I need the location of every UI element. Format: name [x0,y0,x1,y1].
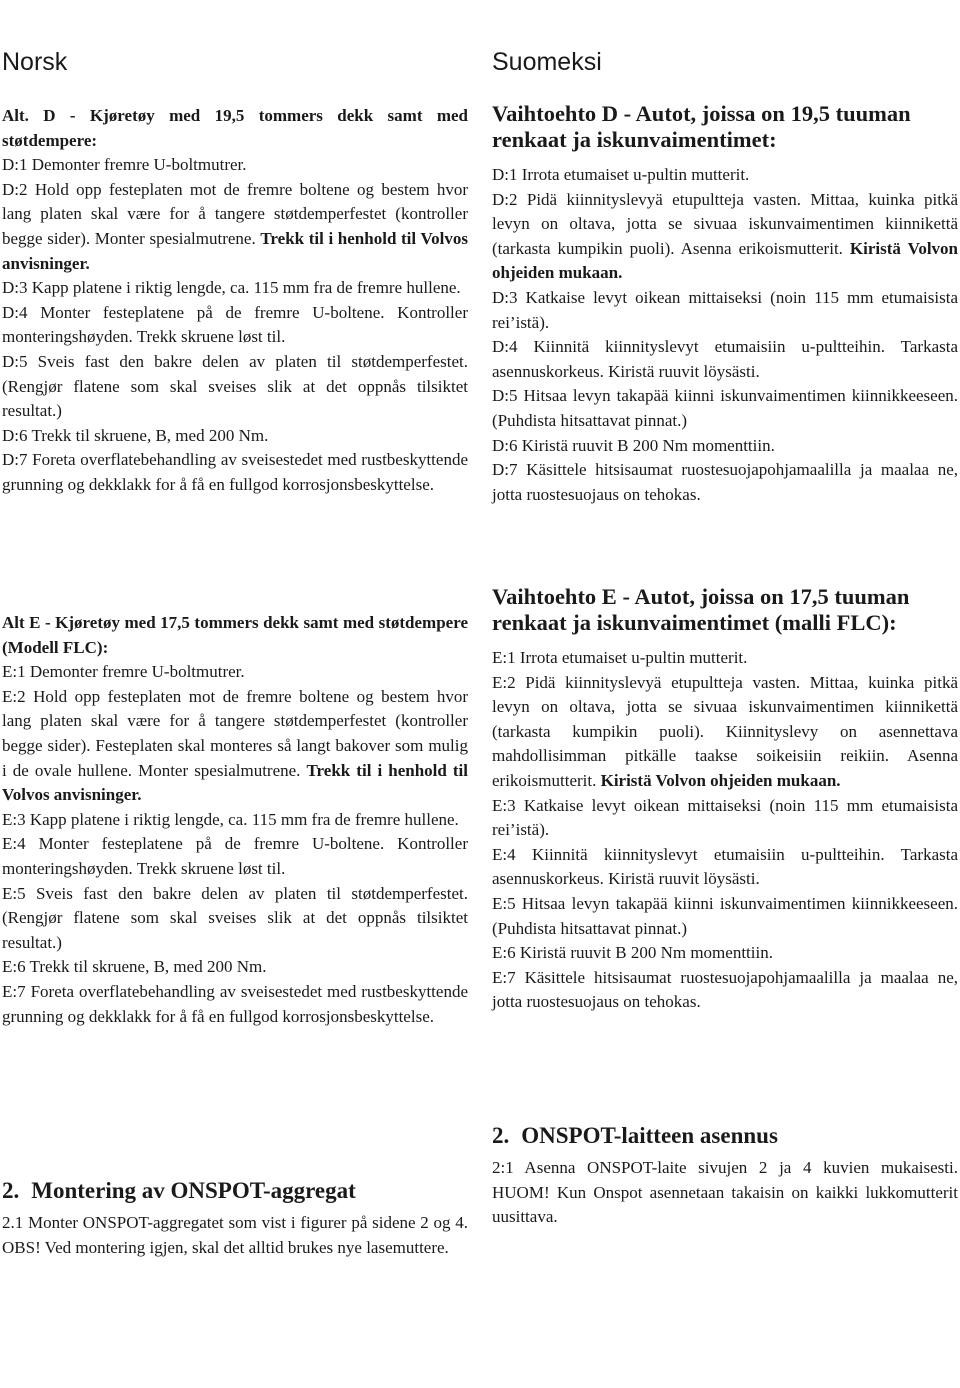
suomeksi-alt-d-heading: Vaihtoehto D - Autot, joissa on 19,5 tuuman renkaat ja iskunvaimentimet: [492,101,911,152]
norsk-step-d2-text: D:2 Hold opp festeplaten mot de fremre boltene og bestem hvor lang platen skal være for å tangere støtdemperfestet (kontroller begge sider). Monter spesialmutrene. [2,179,468,248]
suomeksi-step-d2-bold: Kiristä Volvon ohjeiden mukaan. [492,238,958,283]
suomeksi-section-2-text: 2:1 Asenna ONSPOT-laite sivujen 2 ja 4 kuvien mukaisesti. HUOM! Kun Onspot asennetaan takaisin on kaikki lukkomutterit uusittava. [492,1158,958,1227]
norsk-step-d2-bold: Trekk til i henhold til Volvos anvisninger. [2,228,469,273]
norsk-step-d3: D:3 Kapp platene i riktig lengde, ca. 115 mm fra de fremre hullene. [2,278,461,298]
norsk-step-e7: E:7 Foreta overflatebehandling av sveisestedet med rustbeskyttende grunning og dekklakk for å få en fullgod korrosjonsbeskyttelse. [2,981,468,1026]
suomeksi-step-e2-bold: Kiristä Volvon ohjeiden mukaan. [600,770,841,790]
suomeksi-title: Suomeksi [492,48,602,76]
suomeksi-alt-e-section [492,584,958,1015]
suomeksi-section-2 [492,1122,958,1230]
suomeksi-step-e2-text: E:2 Pidä kiinnityslevyä etupultteja vasten. Mittaa, kuinka pitkä levyn on oltava, jotta se sivuaa iskunvaimentimen kiinnikettä (tarkasta kumpikin puoli). Kiinnityslevy on asennettava mahdollisimman pitkälle taakse soikeisiin reikiin. Asenna erikoismutterit. [492,672,958,790]
norsk-step-e5: E:5 Sveis fast den bakre delen av platen til støtdemperfestet. (Rengjør flatene som skal sveises slik at det oppnås tilsiktet resultat.) [2,883,468,952]
norsk-section-2-text: 2.1 Monter ONSPOT-aggregatet som vist i figurer på sidene 2 og 4. OBS! Ved montering igjen, skal det alltid brukes nye lasemuttere. [2,1213,468,1257]
suomeksi-step-d2 [492,188,958,286]
suomeksi-step-d4: D:4 Kiinnitä kiinnityslevyt etumaisiin u-pultteihin. Tarkasta asennuskorkeus. Kiristä ruuvit löysästi. [492,337,958,381]
norsk-step-d1: D:1 Demonter fremre U-boltmutrer. [2,155,247,175]
suomeksi-step-e6: E:6 Kiristä ruuvit B 200 Nm momenttiin. [492,943,773,963]
norsk-step-e2-text: E:2 Hold opp festeplaten mot de fremre boltene og bestem hvor lang platen skal være for å tangere støtdemperfestet (kontroller begge sider). Festeplaten skal monteres så langt bakover som mulig i de ovale hullene. Monter spesialmutrene. [2,686,468,780]
norsk-alt-e-heading: Alt E - Kjøretøy med 17,5 tommers dekk samt med støtdempere (Modell FLC): [2,613,468,657]
suomeksi-step-e4: E:4 Kiinnitä kiinnityslevyt etumaisiin u-pultteihin. Tarkasta asennuskorkeus. Kiristä ruuvit löysästi. [492,844,958,889]
norsk-section-2 [2,1177,468,1260]
suomeksi-alt-e-heading: Vaihtoehto E - Autot, joissa on 17,5 tuuman renkaat ja iskunvaimentimet (malli FLC): [492,584,910,635]
suomeksi-step-d5: D:5 Hitsaa levyn takapää kiinni iskunvaimentimen kiinnikkeeseen. (Puhdista hitsattavat pinnat.) [492,386,958,430]
suomeksi-step-d3: D:3 Katkaise levyt oikean mittaiseksi (noin 115 mm etumaisista rei’istä). [492,287,958,332]
suomeksi-alt-d-section [492,101,958,507]
norsk-step-e2-bold: Trekk til i henhold til Volvos anvisninger. [2,760,469,805]
norsk-section-2-heading [2,1177,468,1205]
suomeksi-step-d7: D:7 Käsittele hitsisaumat ruostesuojapohjamaalilla ja maalaa ne, jotta ruostesuojaus on tehokas. [492,460,958,504]
suomeksi-step-e7: E:7 Käsittele hitsisaumat ruostesuojapohjamaalilla ja maalaa ne, jotta ruostesuojaus on tehokas. [492,967,958,1012]
suomeksi-step-d6: D:6 Kiristä ruuvit B 200 Nm momenttiin. [492,435,775,455]
suomeksi-section-2-heading [492,1122,958,1150]
norsk-alt-d-heading: Alt. D - Kjøretøy med 19,5 tommers dekk samt med støtdempere: [2,106,468,150]
norsk-step-e4: E:4 Monter festeplatene på de fremre U-boltene. Kontroller monteringshøyden. Trekk skruene løst til. [2,834,468,878]
norsk-step-d7: D:7 Foreta overflatebehandling av sveisestedet med rustbeskyttende grunning og dekklakk for å få en fullgod korrosjonsbeskyttelse. [2,450,468,494]
norsk-title: Norsk [2,48,68,76]
norsk-section-2-number: 2. [2,1178,20,1203]
norsk-alt-e-section [2,611,468,1029]
suomeksi-step-d1: D:1 Irrota etumaiset u-pultin mutterit. [492,165,750,184]
norsk-step-e3: E:3 Kapp platene i riktig lengde, ca. 115 mm fra de fremre hullene. [2,809,459,829]
norsk-step-e6: E:6 Trekk til skruene, B, med 200 Nm. [2,957,267,977]
norsk-alt-d-section [2,104,468,498]
suomeksi-section-2-title: ONSPOT-laitteen asennus [521,1123,778,1148]
suomeksi-step-d2-text: D:2 Pidä kiinnityslevyä etupultteja vasten. Mittaa, kuinka pitkä levyn on oltava, jotta se sivuaa iskunvaimentimen kiinnikettä (tarkasta kumpikin puoli). Asenna erikoismutterit. [492,189,958,258]
norsk-step-d6: D:6 Trekk til skruene, B, med 200 Nm. [2,425,269,445]
suomeksi-step-e5: E:5 Hitsaa levyn takapää kiinni iskunvaimentimen kiinnikkeeseen. (Puhdista hitsattavat pinnat.) [492,893,958,938]
suomeksi-step-e3: E:3 Katkaise levyt oikean mittaiseksi (noin 115 mm etumaisista rei’istä). [492,795,958,840]
suomeksi-step-e1: E:1 Irrota etumaiset u-pultin mutterit. [492,648,748,667]
norsk-step-d5: D:5 Sveis fast den bakre delen av platen til støtdemperfestet. (Rengjør flatene som skal sveises slik at det oppnås tilsiktet resultat.) [2,351,468,421]
norsk-step-e2 [2,685,468,808]
norsk-step-e1: E:1 Demonter fremre U-boltmutrer. [2,662,245,682]
norsk-step-d2 [2,178,468,276]
norsk-step-d4: D:4 Monter festeplatene på de fremre U-boltene. Kontroller monteringshøyden. Trekk skruene løst til. [2,302,468,347]
norsk-section-2-title: Montering av ONSPOT-aggregat [31,1178,356,1203]
suomeksi-step-e2 [492,671,958,794]
suomeksi-section-2-number: 2. [492,1123,510,1148]
